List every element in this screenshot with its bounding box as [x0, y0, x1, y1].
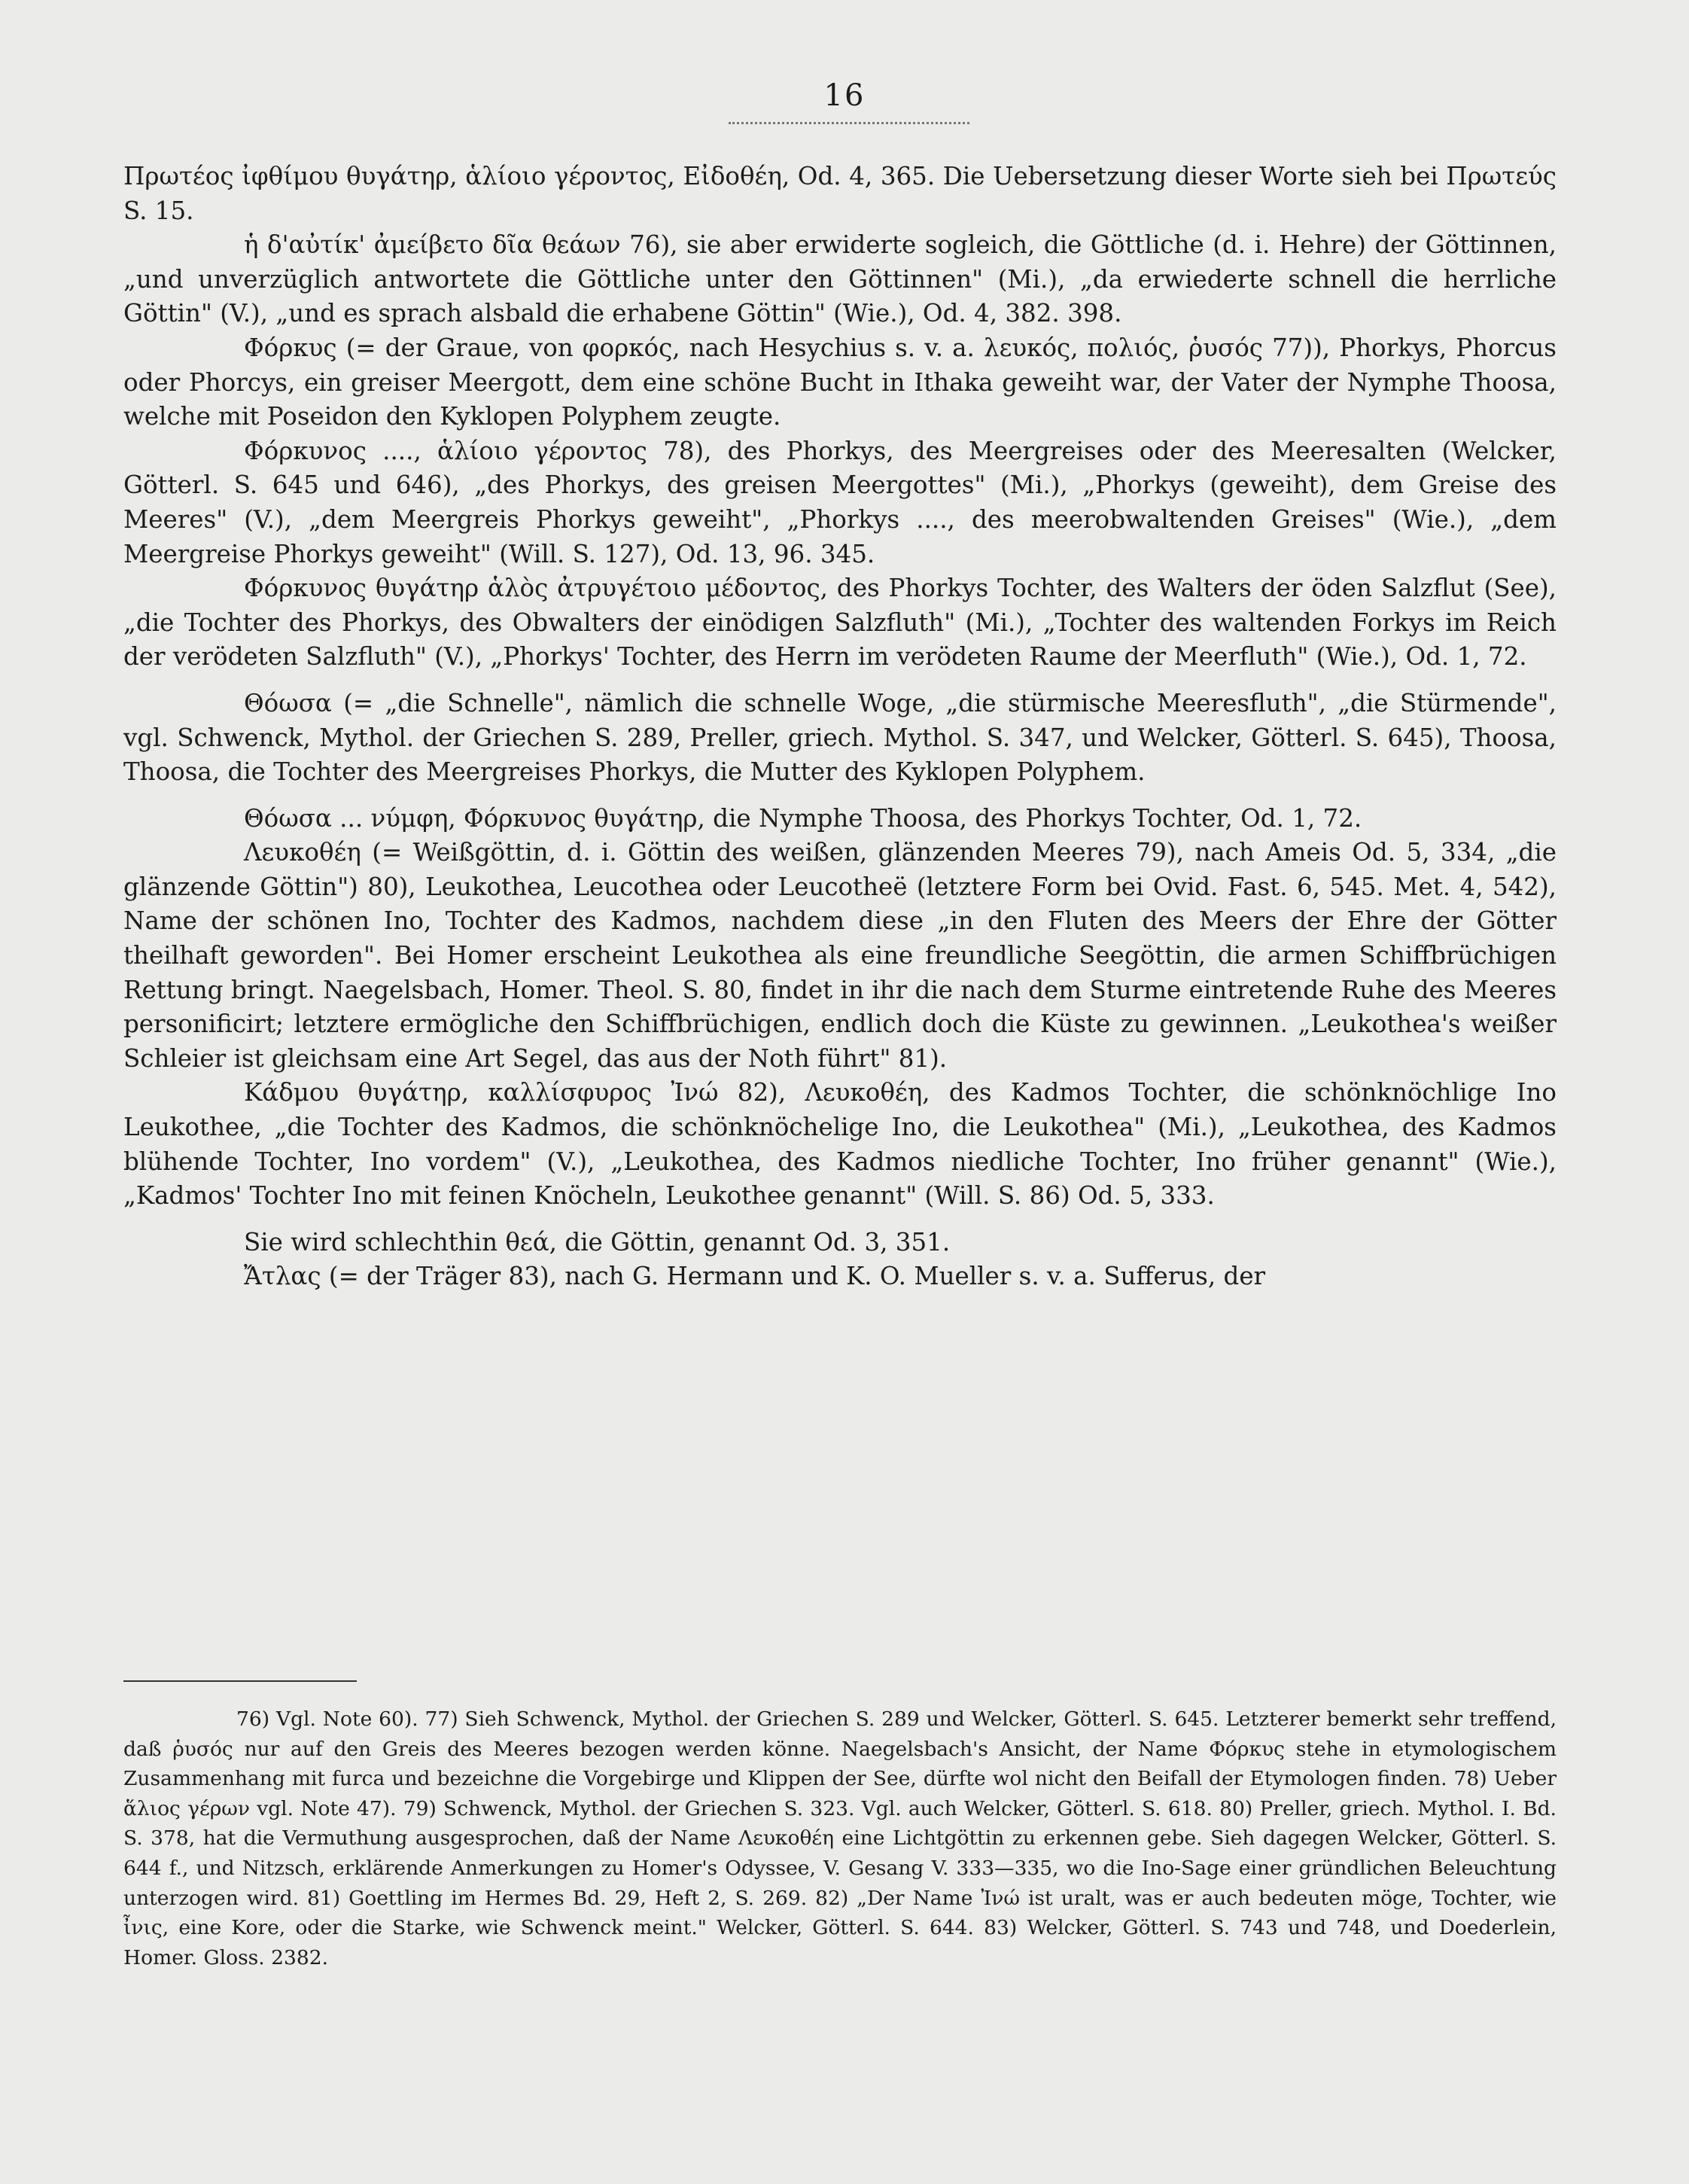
paragraph: Κάδμου θυγάτηρ, καλλίσφυρος Ἰνώ 82), Λευκοθέη, des Kadmos Tochter, die schönknöchlige Ino Leukothee, „die Tochter des Kadmos, die schönknöchelige Ino, die Leukothea" (Mi.), „Leukothea, des Kadmos blühende Tochter, Ino vordem" (V.), „Leukothea, des Kadmos niedliche Tochter, Ino früher genannt" (Wie.), „Kadmos' Tochter Ino mit feinen Knöcheln, Leukothee genannt" (Will. S. 86) Od. 5, 333. [123, 1078, 1557, 1211]
footnote-divider [123, 1680, 357, 1682]
paragraph: Θόωσα (= „die Schnelle", nämlich die schnelle Woge, „die stürmische Meeresfluth", „die Stürmende", vgl. Schwenck, Mythol. der Griechen S. 289, Preller, griech. Mythol. S. 347, und Welcker, Götterl. S. 645), Thoosa, Thoosa, die Tochter des Meergreises Phorkys, die Mutter des Kyklopen Polyphem. [123, 688, 1557, 787]
header-divider [729, 122, 969, 124]
paragraph: Sie wird schlechthin θεά, die Göttin, genannt Od. 3, 351. [244, 1227, 951, 1256]
paragraph: Θόωσα ... νύμφη, Φόρκυνος θυγάτηρ, die Nymphe Thoosa, des Phorkys Tochter, Od. 1, 72. [244, 803, 1362, 833]
paragraph: Ἄτλας (= der Träger 83), nach G. Hermann und K. O. Mueller s. v. a. Sufferus, der [244, 1262, 1266, 1291]
footnote-text: 76) Vgl. Note 60). 77) Sieh Schwenck, Mythol. der Griechen S. 289 und Welcker, Götterl. S. 645. Letzterer bemerkt sehr treffend, daß ῥυσός nur auf den Greis des Meeres bezogen werden könne. Naegelsbach's Ansicht, der Name Φόρκυς stehe in etymologischem Zusammenhang mit furca und bezeichne die Vorgebirge und Klippen der See, dürfte wol nicht den Beifall der Etymologen finden. 78) Ueber ἅλιος γέρων vgl. Note 47). 79) Schwenck, Mythol. der Griechen S. 323. Vgl. auch Welcker, Götterl. S. 618. 80) Preller, griech. Mythol. I. Bd. S. 378, hat die Vermuthung ausgesprochen, daß der Name Λευκοθέη eine Lichtgöttin zu erkennen gebe. Sieh dagegen Welcker, Götterl. S. 644 f., und Nitzsch, erklärende Anmerkungen zu Homer's Odyssee, V. Gesang V. 333—335, wo die Ino-Sage einer gründlichen Beleuchtung unterzogen wird. 81) Goettling im Hermes Bd. 29, Heft 2, S. 269. 82) „Der Name Ἰνώ ist uralt, was er auch bedeuten möge, Tochter, wie ἶνις, eine Kore, oder die Starke, wie Schwenck meint." Welcker, Götterl. S. 644. 83) Welcker, Götterl. S. 743 und 748, und Doederlein, Homer. Gloss. 2382. [123, 1707, 1557, 1969]
paragraph: ἡ δ'αὐτίκ' ἀμείβετο δῖα θεάων 76), sie aber erwiderte sogleich, die Göttliche (d. i. Hehre) der Göttinnen, „und unverzüglich antwortete die Göttliche unter den Göttinnen" (Mi.), „da erwiederte schnell die herrliche Göttin" (V.), „und es sprach alsbald die erhabene Göttin" (Wie.), Od. 4, 382. 398. [123, 230, 1557, 328]
paragraph: Πρωτέος ἰφθίμου θυγάτηρ, ἁλίοιο γέροντος, Εἰδοθέη, Od. 4, 365. Die Uebersetzung dieser Worte sieh bei Πρωτεύς S. 15. [123, 162, 1557, 225]
footnotes [123, 1704, 1557, 1972]
page-number: 16 [823, 78, 866, 113]
paragraph: Φόρκυς (= der Graue, von φορκός, nach Hesychius s. v. a. λευκός, πολιός, ῥυσός 77)), Phorkys, Phorcus oder Phorcys, ein greiser Meergott, dem eine schöne Bucht in Ithaka geweiht war, der Vater der Nymphe Thoosa, welche mit Poseidon den Kyklopen Polyphem zeugte. [123, 333, 1557, 431]
main-text [123, 160, 1557, 1294]
paragraph: Φόρκυνος θυγάτηρ ἁλὸς ἀτρυγέτοιο μέδοντος, des Phorkys Tochter, des Walters der öden Salzflut (See), „die Tochter des Phorkys, des Obwalters der einödigen Salzfluth" (Mi.), „Tochter des waltenden Forkys im Reich der verödeten Salzfluth" (V.), „Phorkys' Tochter, des Herrn im verödeten Raume der Meerfluth" (Wie.), Od. 1, 72. [123, 574, 1557, 672]
paragraph: Λευκοθέη (= Weißgöttin, d. i. Göttin des weißen, glänzenden Meeres 79), nach Ameis Od. 5, 334, „die glänzende Göttin") 80), Leukothea, Leucothea oder Leucotheë (letztere Form bei Ovid. Fast. 6, 545. Met. 4, 542), Name der schönen Ino, Tochter des Kadmos, nachdem diese „in den Fluten des Meers der Ehre der Götter theilhaft geworden". Bei Homer erscheint Leukothea als eine freundliche Seegöttin, die armen Schiffbrüchigen Rettung bringt. Naegelsbach, Homer. Theol. S. 80, findet in ihr die nach dem Sturme eintretende Ruhe des Meeres personificirt; letztere ermögliche den Schiffbrüchigen, endlich doch die Küste zu gewinnen. „Leukothea's weißer Schleier ist gleichsam eine Art Segel, das aus der Noth führt" 81). [123, 838, 1557, 1073]
paragraph: Φόρκυνος ...., ἁλίοιο γέροντος 78), des Phorkys, des Meergreises oder des Meeresalten (Welcker, Götterl. S. 645 und 646), „des Phorkys, des greisen Meergottes" (Mi.), „Phorkys (geweiht), dem Greise des Meeres" (V.), „dem Meergreis Phorkys geweiht", „Phorkys ...., des meerobwaltenden Greises" (Wie.), „dem Meergreise Phorkys geweiht" (Will. S. 127), Od. 13, 96. 345. [123, 436, 1557, 568]
